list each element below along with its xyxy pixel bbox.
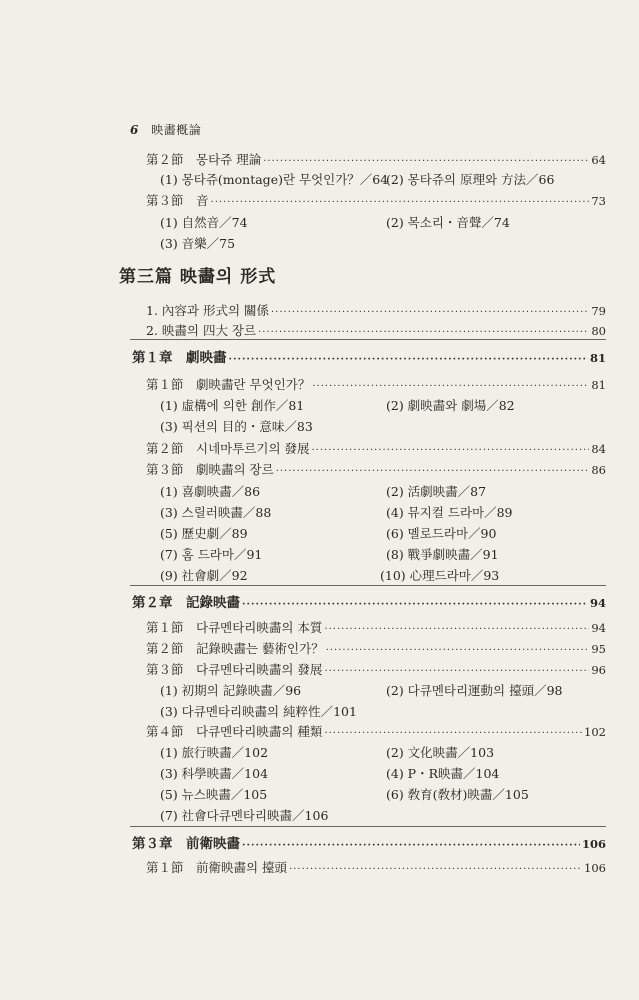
book-title: 映畵槪論 — [151, 123, 202, 137]
toc-subitem: (5) 歷史劇／89 — [160, 526, 248, 541]
toc-subitem: (1) 喜劇映畵／86 — [160, 484, 261, 499]
toc-subitem: (7) 홈 드라마／91 — [160, 547, 263, 562]
toc-entry[interactable]: 第３節 劇映畵의 장르 ····· 86 — [146, 460, 606, 478]
toc-entry[interactable]: 1. 內容과 形式의 關係 ····· 79 — [146, 301, 606, 319]
toc-subitem: (2) 活劇映畵／87 — [386, 484, 487, 499]
toc-subitem: (2) 목소리・音聲／74 — [386, 215, 510, 230]
toc-subitem: (3) 科學映畵／104 — [160, 766, 269, 781]
toc-entry[interactable]: 第３節 音 ····· 73 — [146, 191, 606, 209]
toc-subitem: (8) 戰爭劇映畵／91 — [386, 547, 499, 562]
running-header — [130, 121, 201, 138]
toc-subitem: (2) 다큐멘타리運動의 擡頭／98 — [386, 683, 563, 698]
toc-entry[interactable]: 第１節 다큐멘타리映畵의 本質 ····· 94 — [146, 618, 606, 636]
toc-chapter[interactable]: 第３章 前衛映畵 ····· 106 — [132, 832, 606, 850]
toc-subitem: (1) 自然音／74 — [160, 215, 248, 230]
toc-subitem: (3) 音樂／75 — [160, 236, 236, 251]
toc-entry[interactable]: 第１節 前衛映畵의 擡頭 ····· 106 — [146, 858, 606, 876]
toc-subitem: (6) 멜로드라마／90 — [386, 526, 497, 541]
toc-subitem: (1) 虛構에 의한 創作／81 — [160, 398, 305, 413]
divider — [130, 585, 606, 586]
toc-subitem: (7) 社會다큐멘타리映畵／106 — [160, 808, 329, 823]
toc-subitem: (2) 文化映畵／103 — [386, 745, 495, 760]
page-number: 6 — [130, 123, 139, 137]
toc-entry[interactable]: 第２節 몽타쥬 理論 ····· 64 — [146, 150, 606, 168]
toc-chapter[interactable]: 第１章 劇映畵 ····· 81 — [132, 346, 606, 364]
toc-subitem: (6) 敎育(敎材)映畵／105 — [386, 787, 529, 802]
toc-subitem: (3) 픽션의 目的・意味／83 — [160, 419, 313, 434]
part-title: 第三篇 映畵의 形式 — [119, 267, 277, 287]
toc-subitem: (1) 몽타쥬(montage)란 무엇인가？／64 — [160, 172, 389, 187]
toc-subitem: (1) 初期의 記錄映畵／96 — [160, 683, 302, 698]
toc-subitem: (2) 劇映畵와 劇場／82 — [386, 398, 515, 413]
toc-entry[interactable]: 第２節 시네마투르기의 發展 ····· 84 — [146, 439, 606, 457]
toc-subitem: (4) 뮤지컬 드라마／89 — [386, 505, 513, 520]
toc-subitem: (1) 旅行映畵／102 — [160, 745, 269, 760]
toc-entry[interactable]: 第４節 다큐멘타리映畵의 種類 ····· 102 — [146, 722, 606, 740]
toc-entry[interactable]: 第１節 劇映畵란 무엇인가？ ····· 81 — [146, 375, 606, 393]
toc-chapter[interactable]: 第２章 記錄映畵 ····· 94 — [132, 591, 606, 609]
divider — [130, 339, 606, 340]
toc-subitem: (5) 뉴스映畵／105 — [160, 787, 268, 802]
toc-subitem: (10) 心理드라마／93 — [380, 568, 500, 583]
toc-subitem: (3) 다큐멘타리映畵의 純粹性／101 — [160, 704, 357, 719]
toc-subitem: (3) 스릴러映畵／88 — [160, 505, 272, 520]
toc-entry[interactable]: 第２節 記錄映畵는 藝術인가？ ····· 95 — [146, 639, 606, 657]
toc-entry[interactable]: 2. 映畵의 四大 장르 ····· 80 — [146, 321, 606, 339]
toc-subitem: (9) 社會劇／92 — [160, 568, 248, 583]
toc-subitem: (4) P・R映畵／104 — [386, 766, 500, 781]
toc-entry[interactable]: 第３節 다큐멘타리映畵의 發展 ····· 96 — [146, 660, 606, 678]
divider — [130, 826, 606, 827]
toc-subitem: (2) 몽타쥬의 原理와 方法／66 — [386, 172, 555, 187]
